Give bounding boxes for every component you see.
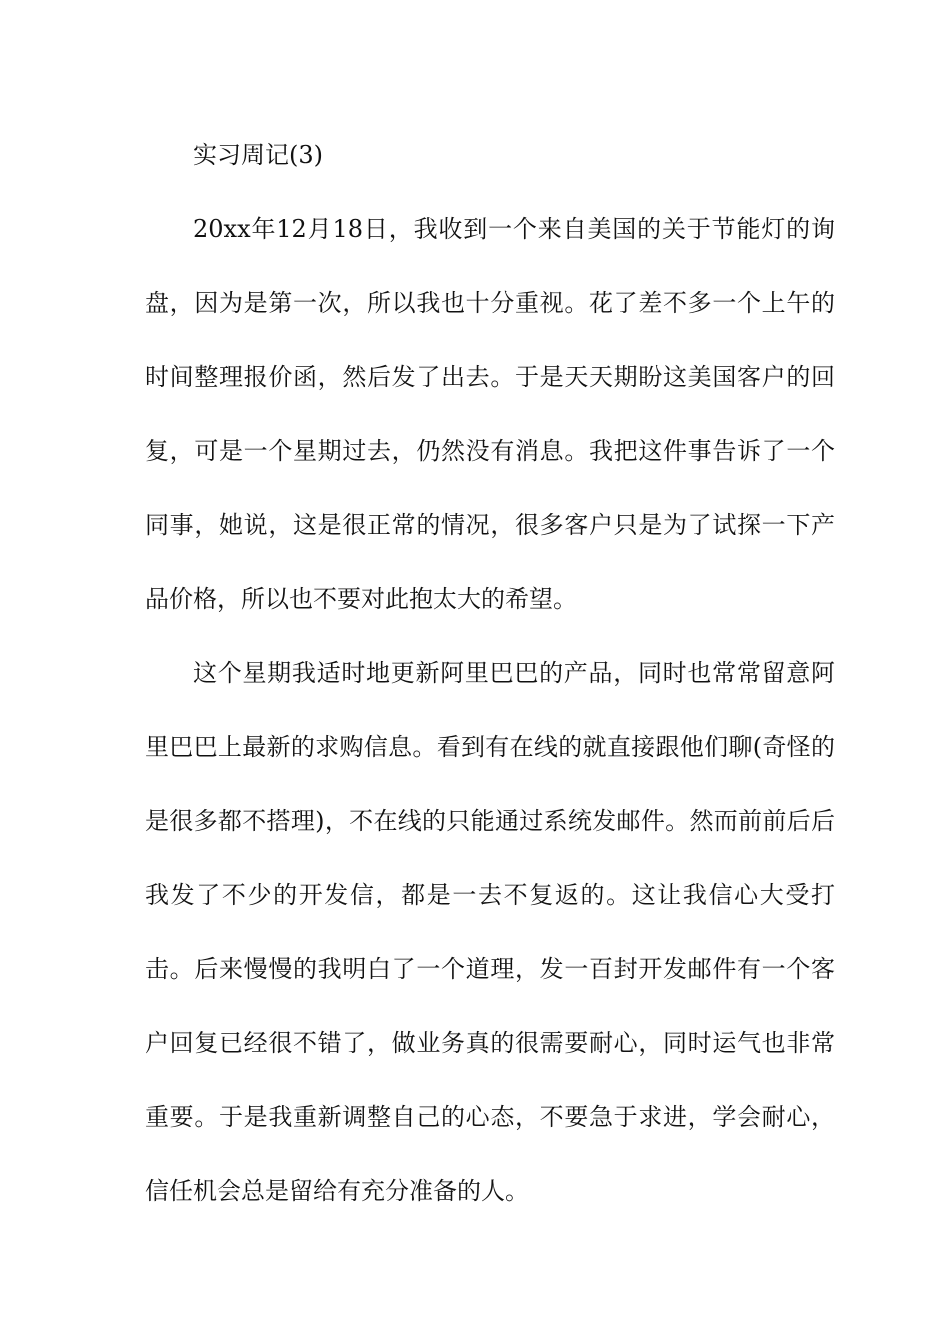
document-title: 实习周记(3) [193,141,323,169]
paragraph-1: 20xx年12月18日，我收到一个来自美国的关于节能灯的询盘，因为是第一次，所以我也十分重视。花了差不多一个上午的时间整理报价函，然后发了出去。于是天天期盼这美国客户的回复，可是一个星期过去，仍然没有消息。我把这件事告诉了一个同事，她说，这是很正常的情况，很多客户只是为了试探一下产品价格，所以也不要对此抱太大的希望。 [145,215,835,613]
paragraph-2: 这个星期我适时地更新阿里巴巴的产品，同时也常常留意阿里巴巴上最新的求购信息。看到有在线的就直接跟他们聊(奇怪的是很多都不搭理)，不在线的只能通过系统发邮件。然而前前后后我发了不少的开发信，都是一去不复返的。这让我信心大受打击。后来慢慢的我明白了一个道理，发一百封开发邮件有一个客户回复已经很不错了，做业务真的很需要耐心，同时运气也非常重要。于是我重新调整自己的心态，不要急于求进，学会耐心，信任机会总是留给有充分准备的人。 [145,659,835,1205]
document-body [145,118,835,1228]
